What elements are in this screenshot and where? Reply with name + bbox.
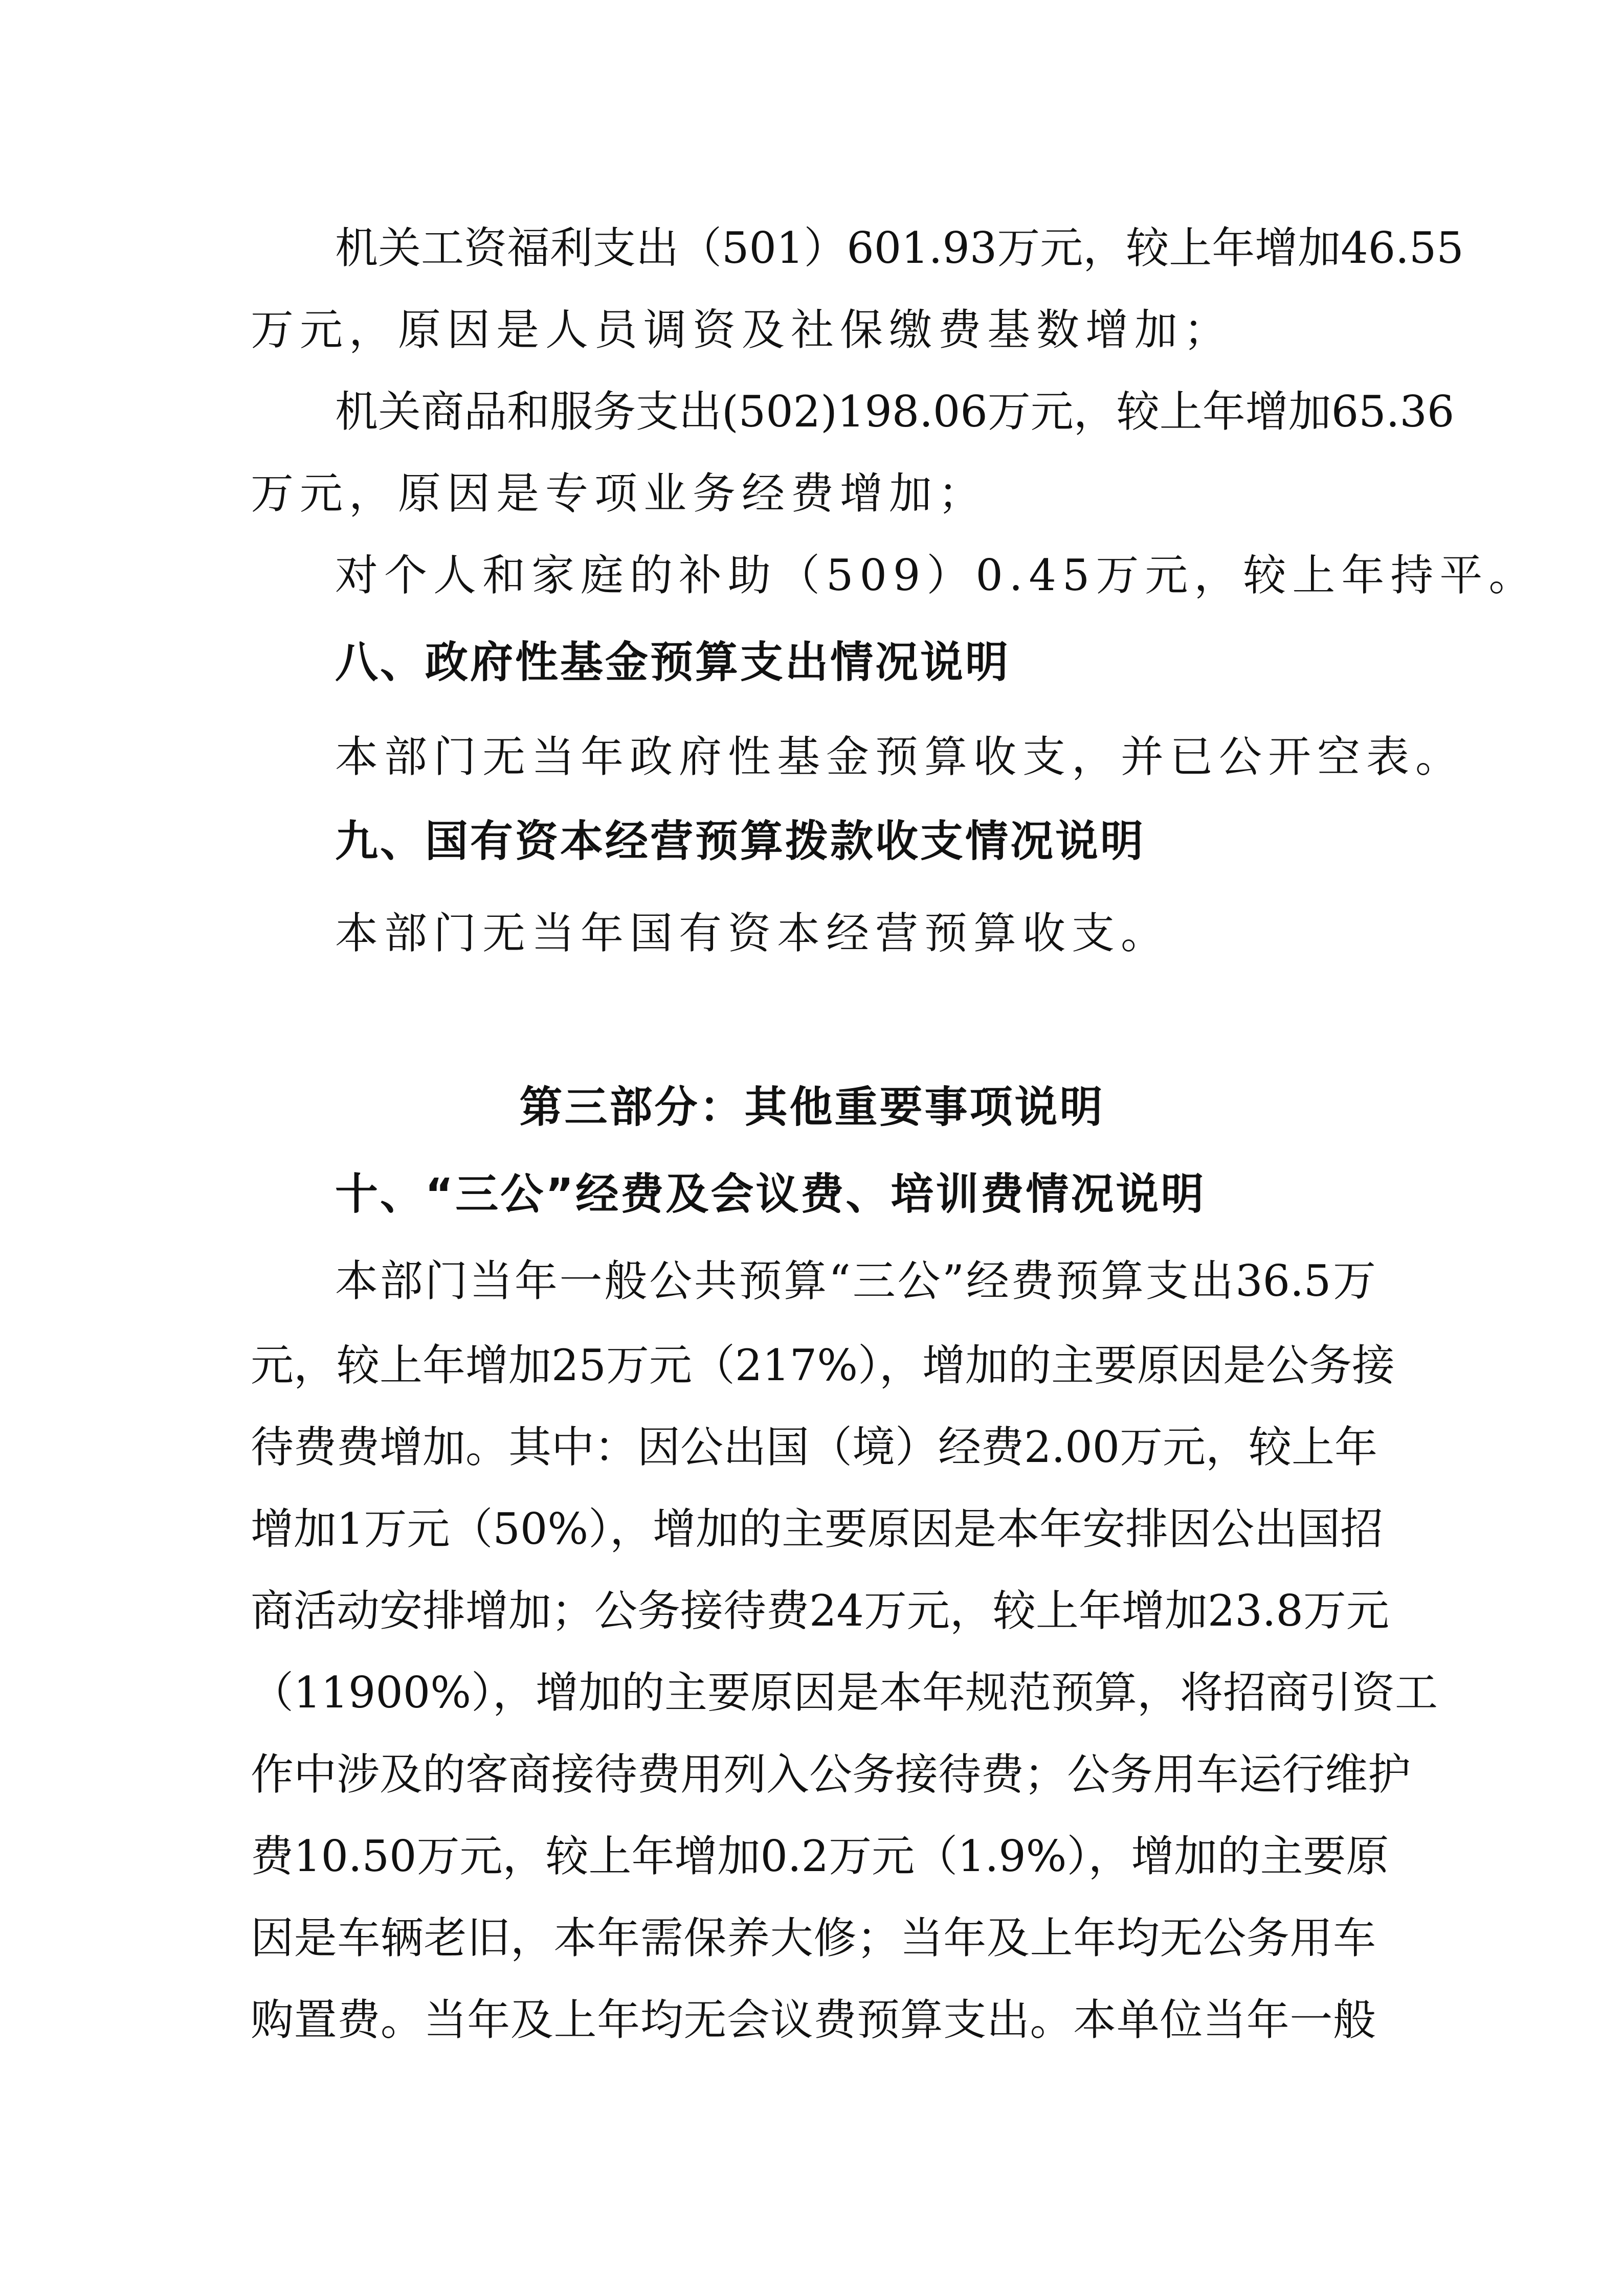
section-10-line-7: 作中涉及的客商接待费用列入公务接待费；公务用车运行维护 (251, 1749, 1411, 1799)
section-8-heading: 八、政府性基金预算支出情况说明 (335, 637, 1011, 687)
paragraph-services-line-2: 万元，原因是专项业务经费增加； (251, 468, 988, 519)
paragraph-wages-line-1: 机关工资福利支出（501）601.93万元，较上年增加46.55 (335, 223, 1464, 273)
paragraph-wages-line-2: 万元，原因是人员调资及社保缴费基数增加； (251, 305, 1233, 355)
section-10-line-4: 增加1万元（50%），增加的主要原因是本年安排因公出国招 (251, 1504, 1384, 1554)
section-10-line-3: 待费费增加。其中：因公出国（境）经费2.00万元，较上年 (251, 1422, 1378, 1472)
section-10-line-10: 购置费。当年及上年均无会议费预算支出。本单位当年一般 (251, 1995, 1376, 2045)
section-8-body: 本部门无当年政府性基金预算收支，并已公开空表。 (335, 732, 1465, 782)
section-10-line-6: （11900%），增加的主要原因是本年规范预算，将招商引资工 (251, 1668, 1438, 1718)
section-9-heading: 九、国有资本经营预算拨款收支情况说明 (335, 816, 1146, 866)
section-10-line-8: 费10.50万元，较上年增加0.2万元（1.9%），增加的主要原 (251, 1831, 1389, 1881)
section-10-line-5: 商活动安排增加；公务接待费24万元，较上年增加23.8万元 (251, 1586, 1389, 1636)
section-10-line-9: 因是车辆老旧，本年需保养大修；当年及上年均无公务用车 (251, 1913, 1376, 1963)
section-10-line-1: 本部门当年一般公共预算“三公”经费预算支出36.5万 (335, 1256, 1376, 1306)
section-9-body: 本部门无当年国有资本经营预算收支。 (335, 908, 1170, 958)
paragraph-subsidy: 对个人和家庭的补助（509）0.45万元，较上年持平。 (335, 550, 1538, 600)
section-10-line-2: 元，较上年增加25万元（217%），增加的主要原因是公务接 (251, 1340, 1395, 1390)
paragraph-services-line-1: 机关商品和服务支出(502)198.06万元，较上年增加65.36 (335, 387, 1455, 437)
part-3-title: 第三部分：其他重要事项说明 (519, 1082, 1105, 1132)
section-10-heading: 十、“三公”经费及会议费、培训费情况说明 (335, 1169, 1206, 1219)
